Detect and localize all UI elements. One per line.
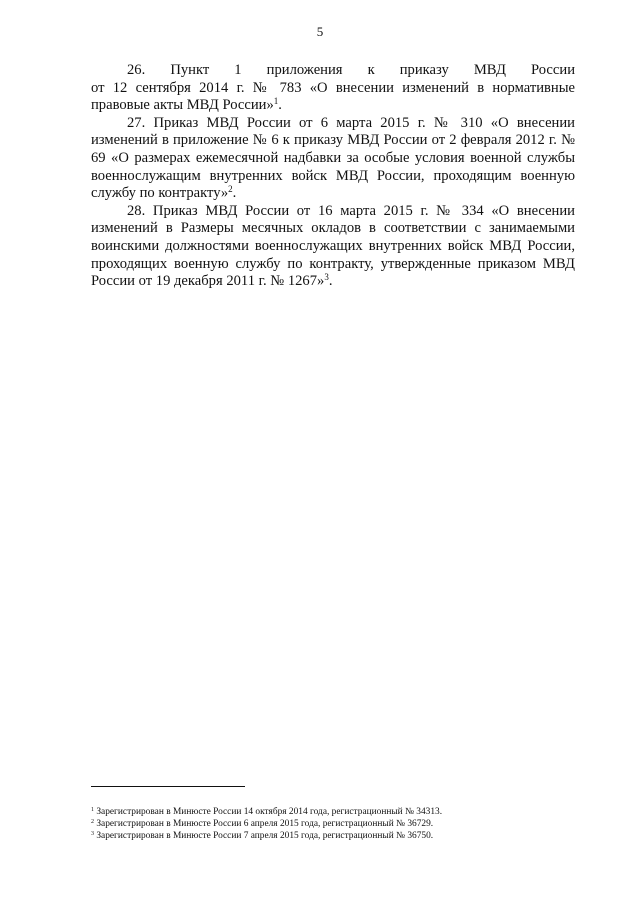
item-number: 26. (127, 62, 146, 78)
footnote-divider (91, 786, 245, 787)
footnote-marker: 2 (91, 818, 94, 825)
footnote-ref[interactable]: 1 (273, 96, 279, 107)
footnote-marker: 1 (91, 807, 94, 813)
item-trailing: . (328, 273, 333, 290)
footnote-ref[interactable]: 3 (324, 272, 329, 283)
item-trailing: . (278, 97, 282, 114)
list-item-26-continuation (91, 80, 575, 115)
item-number: 27. (127, 114, 146, 131)
footnote-1 (91, 807, 575, 819)
item-number: 28. (127, 202, 146, 219)
list-item-27 (91, 115, 575, 203)
item-text: Приказ МВД России от 16 марта 2015 г. № 334 «О внесении изменений в Размеры месячных окладов в соответствии с занимаемыми воинскими должностями военнослужащих внутренних войск МВД России, проходящих военную службу по контракту, утвержденные приказом МВД России от 19 декабря 2011 г. № 1267» (91, 202, 575, 290)
item-trailing: . (232, 185, 237, 202)
footnote-3 (91, 831, 575, 843)
item-text: Приказ МВД России от 6 марта 2015 г. № 310 «О внесении изменений в приложение № 6 к приказу МВД России от 2 февраля 2012 г. № 69 «О размерах ежемесячной надбавки за особые условия военной службы военнослужащим внутренних войск МВД России, проходящим военную службу по контракту» (91, 114, 575, 202)
footnote-2 (91, 819, 575, 831)
page-number: 5 (316, 24, 324, 39)
footnote-text: Зарегистрирован в Минюсте России 6 апреля 2015 года, регистрационный № 36729. (94, 818, 434, 829)
footnote-text: Зарегистрирован в Минюсте России 14 октября 2014 года, регистрационный № 34313. (94, 807, 443, 817)
footnote-marker: 3 (91, 830, 94, 837)
item-text-first-line: Пункт 1 приложения к приказу МВД России (145, 62, 575, 78)
footnote-ref[interactable]: 2 (228, 184, 233, 195)
list-item-28 (91, 203, 575, 291)
list-item-26-first-line (91, 62, 575, 80)
footnotes (91, 807, 575, 842)
document-body (91, 62, 575, 291)
item-text: от 12 сентября 2014 г. № 783 «О внесении изменений в нормативные правовые акты МВД России» (91, 79, 575, 114)
footnote-text: Зарегистрирован в Минюсте России 7 апреля 2015 года, регистрационный № 36750. (94, 830, 434, 841)
